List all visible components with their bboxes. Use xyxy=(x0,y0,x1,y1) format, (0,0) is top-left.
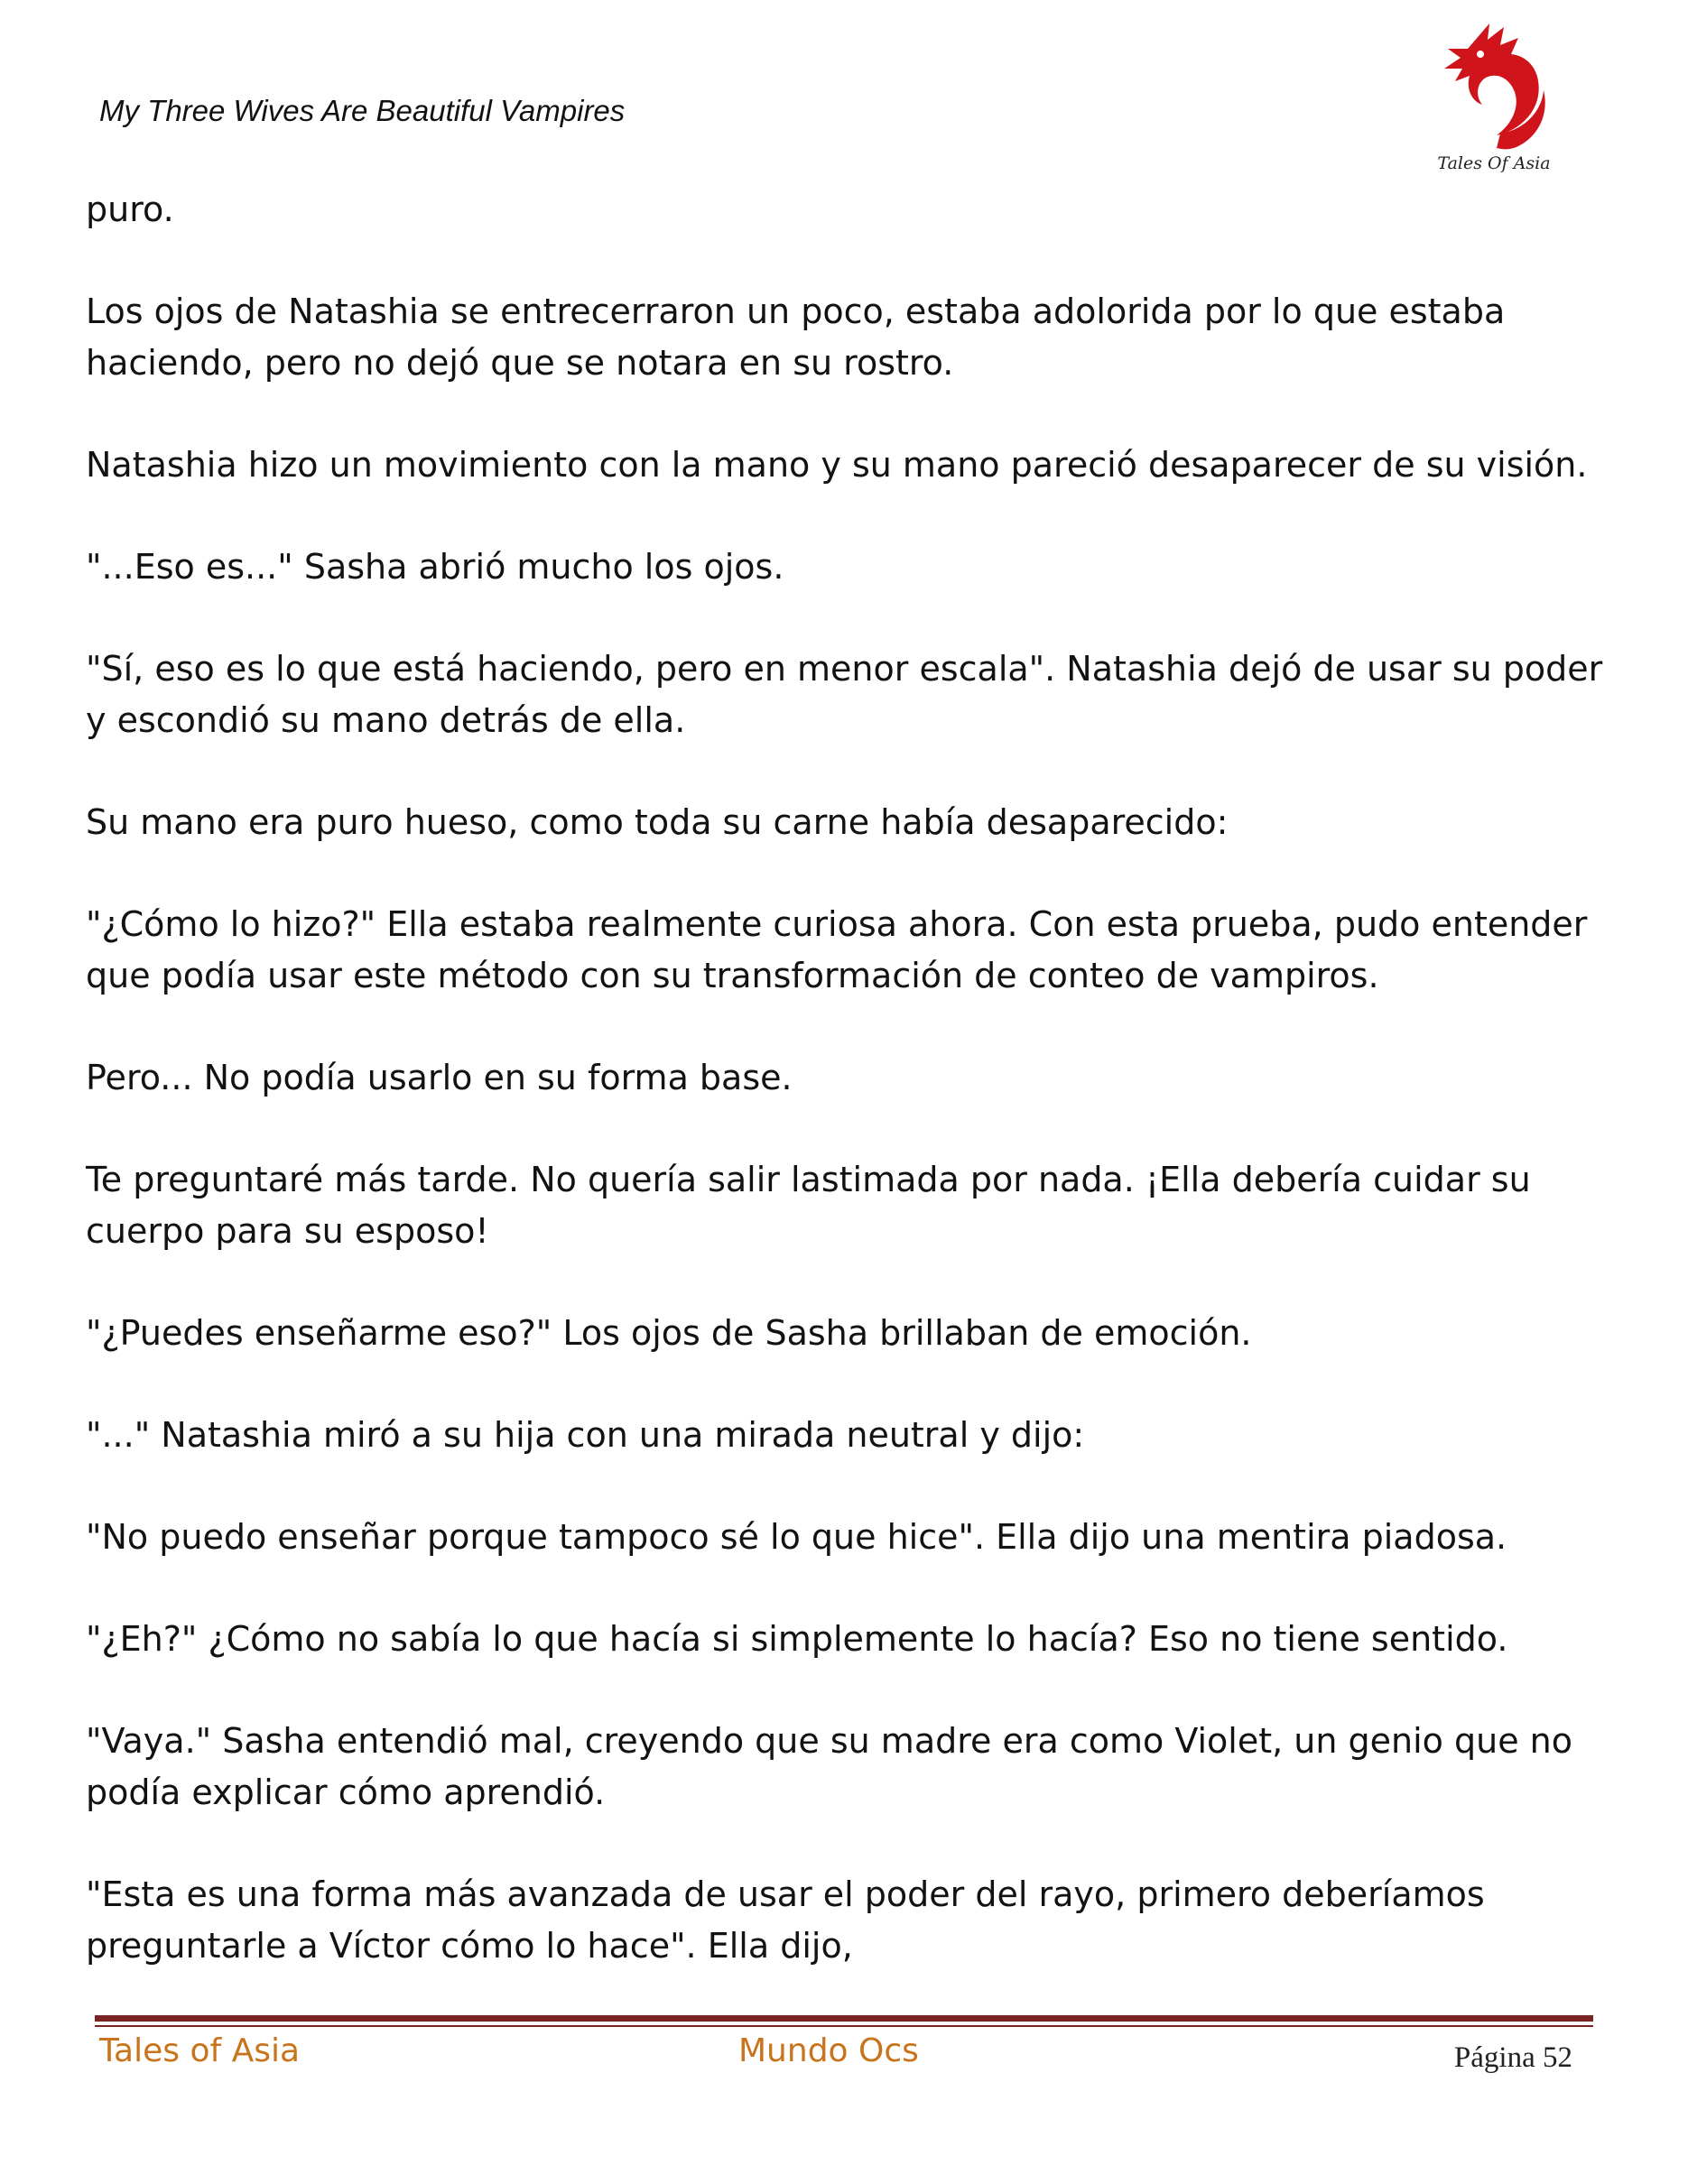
paragraph: "Esta es una forma más avanzada de usar el poder del rayo, primero deberíamos preguntarle a Víctor cómo lo hace". Ella dijo, xyxy=(86,1874,1485,1966)
paragraph: Te preguntaré más tarde. No quería salir lastimada por nada. ¡Ella debería cuidar su cuerpo para su esposo! xyxy=(86,1160,1531,1251)
footer-section: Mundo Ocs xyxy=(738,2032,919,2069)
paragraph: Los ojos de Natashia se entrecerraron un poco, estaba adolorida por lo que estaba haciendo, pero no dejó que se notara en su rostro. xyxy=(86,292,1506,383)
paragraph: "No puedo enseñar porque tampoco sé lo que hice". Ella dijo una mentira piadosa. xyxy=(86,1517,1507,1557)
chapter-body xyxy=(86,184,1620,2022)
paragraph: "..." Natashia miró a su hija con una mirada neutral y dijo: xyxy=(86,1415,1085,1455)
logo-caption: Tales Of Asia xyxy=(1437,153,1551,173)
paragraph: Su mano era puro hueso, como toda su carne había desaparecido: xyxy=(86,802,1229,842)
paragraph: puro. xyxy=(86,190,174,229)
paragraph: Natashia hizo un movimiento con la mano y su mano pareció desaparecer de su visión. xyxy=(86,445,1588,485)
paragraph: Pero... No podía usarlo en su forma base. xyxy=(86,1058,793,1097)
paragraph: "¿Cómo lo hizo?" Ella estaba realmente curiosa ahora. Con esta prueba, pudo entender que podía usar este método con su transformación de conteo de vampiros. xyxy=(86,904,1588,995)
footer-divider-thin xyxy=(95,2025,1593,2027)
paragraph: "¿Puedes enseñarme eso?" Los ojos de Sasha brillaban de emoción. xyxy=(86,1313,1252,1353)
page-number: Página 52 xyxy=(1453,2041,1572,2074)
paragraph: "Sí, eso es lo que está haciendo, pero en menor escala". Natashia dejó de usar su poder y escondió su mano detrás de ella. xyxy=(86,649,1603,740)
paragraph: "Vaya." Sasha entendió mal, creyendo que su madre era como Violet, un genio que no podía explicar cómo aprendió. xyxy=(86,1721,1573,1812)
paragraph: "...Eso es..." Sasha abrió mucho los ojos. xyxy=(86,547,784,587)
paragraph: "¿Eh?" ¿Cómo no sabía lo que hacía si simplemente lo hacía? Eso no tiene sentido. xyxy=(86,1619,1508,1659)
book-title: My Three Wives Are Beautiful Vampires xyxy=(99,94,626,127)
footer-divider xyxy=(95,2015,1593,2022)
footer-publisher: Tales of Asia xyxy=(99,2032,301,2069)
